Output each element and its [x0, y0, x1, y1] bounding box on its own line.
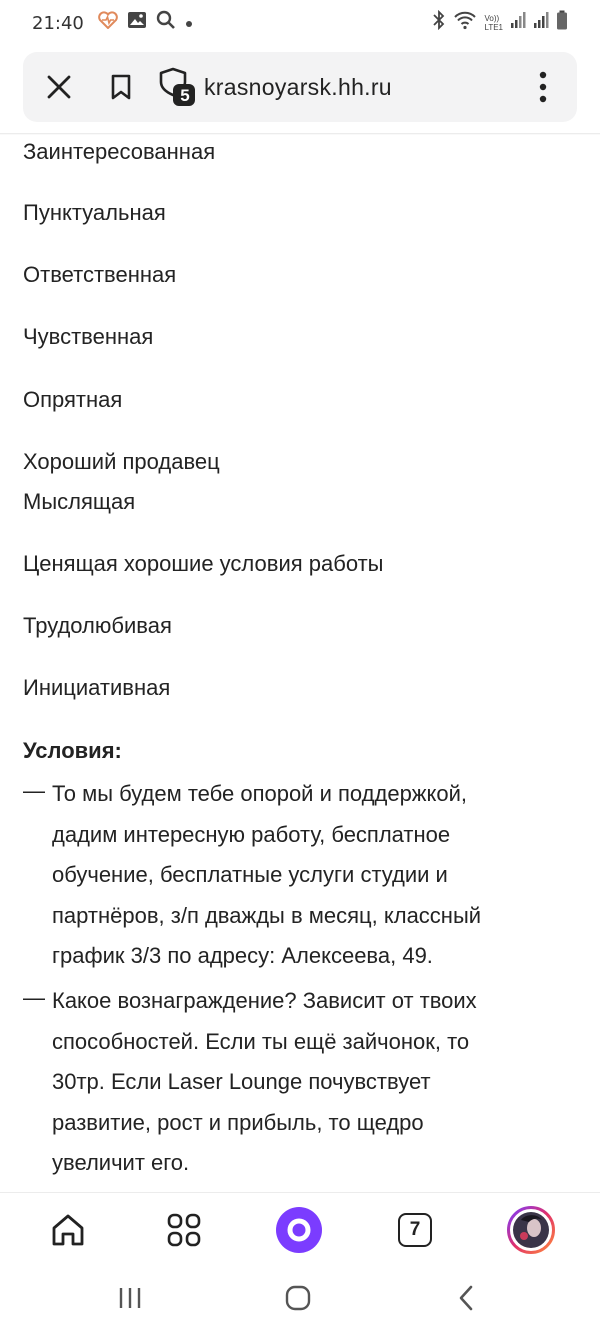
shield-badge: 5	[180, 86, 190, 105]
quality-item: Трудолюбивая	[23, 613, 172, 638]
quality-item: Опрятная	[23, 387, 123, 412]
alice-assistant-icon[interactable]	[274, 1205, 324, 1255]
close-icon[interactable]	[41, 69, 77, 105]
quality-item: Чувственная	[23, 324, 154, 349]
heart-health-icon	[98, 11, 118, 35]
quality-item: Ценящая хорошие условия работы	[23, 551, 384, 576]
dot-icon	[185, 12, 193, 34]
recent-apps-icon[interactable]	[110, 1280, 150, 1316]
volte-icon: Vo)) LTE1	[484, 14, 503, 32]
toolbar-divider	[0, 133, 600, 135]
bullet-dash: —	[23, 985, 45, 1010]
shield-icon[interactable]	[157, 66, 197, 108]
address-bar[interactable]	[23, 52, 577, 122]
battery-icon	[556, 10, 568, 36]
status-time: 21:40	[32, 12, 84, 34]
tabs-count: 7	[398, 1213, 432, 1247]
image-icon	[127, 11, 147, 35]
back-icon[interactable]	[446, 1280, 486, 1316]
quality-item: Инициативная	[23, 675, 171, 700]
conditions-title: Условия:	[23, 738, 122, 763]
signal-icon	[510, 11, 526, 35]
quality-item: Пунктуальная	[23, 200, 166, 225]
browser-toolbar	[0, 46, 600, 134]
condition-text: То мы будем тебе опорой и поддержкой, дадим интересную работу, бесплатное обучение, бесплатные услуги студии и партнёров, з/п дважды в месяц, классный график 3/3 по адресу: Алексеева, 49.	[52, 781, 482, 968]
status-bar	[0, 0, 600, 46]
services-grid-icon[interactable]	[159, 1205, 209, 1255]
bookmark-icon[interactable]	[103, 69, 139, 105]
quality-item: Мыслящая	[23, 489, 136, 514]
home-button-icon[interactable]	[278, 1280, 318, 1316]
profile-avatar[interactable]	[506, 1205, 556, 1255]
signal-icon-2	[533, 11, 549, 35]
search-icon	[156, 10, 176, 36]
bullet-dash: —	[23, 778, 45, 803]
bluetooth-icon	[432, 10, 446, 36]
quality-item: Хороший продавец	[23, 449, 220, 474]
condition-text: Какое вознаграждение? Зависит от твоих способностей. Если ты ещё зайчонок, то 30тр. Если Laser Lounge почувствует развитие, рост и прибыль, то щедро увеличит его.	[52, 988, 477, 1175]
quality-item: Ответственная	[23, 262, 177, 287]
wifi-icon	[453, 10, 477, 36]
home-icon[interactable]	[43, 1205, 93, 1255]
system-nav-bar	[0, 1262, 600, 1332]
url-domain[interactable]: krasnoyarsk.hh.ru	[204, 74, 392, 100]
more-menu-icon[interactable]	[523, 67, 563, 107]
quality-item: Заинтересованная	[23, 139, 216, 164]
tabs-icon[interactable]	[390, 1205, 440, 1255]
browser-bottom-nav	[0, 1192, 600, 1262]
